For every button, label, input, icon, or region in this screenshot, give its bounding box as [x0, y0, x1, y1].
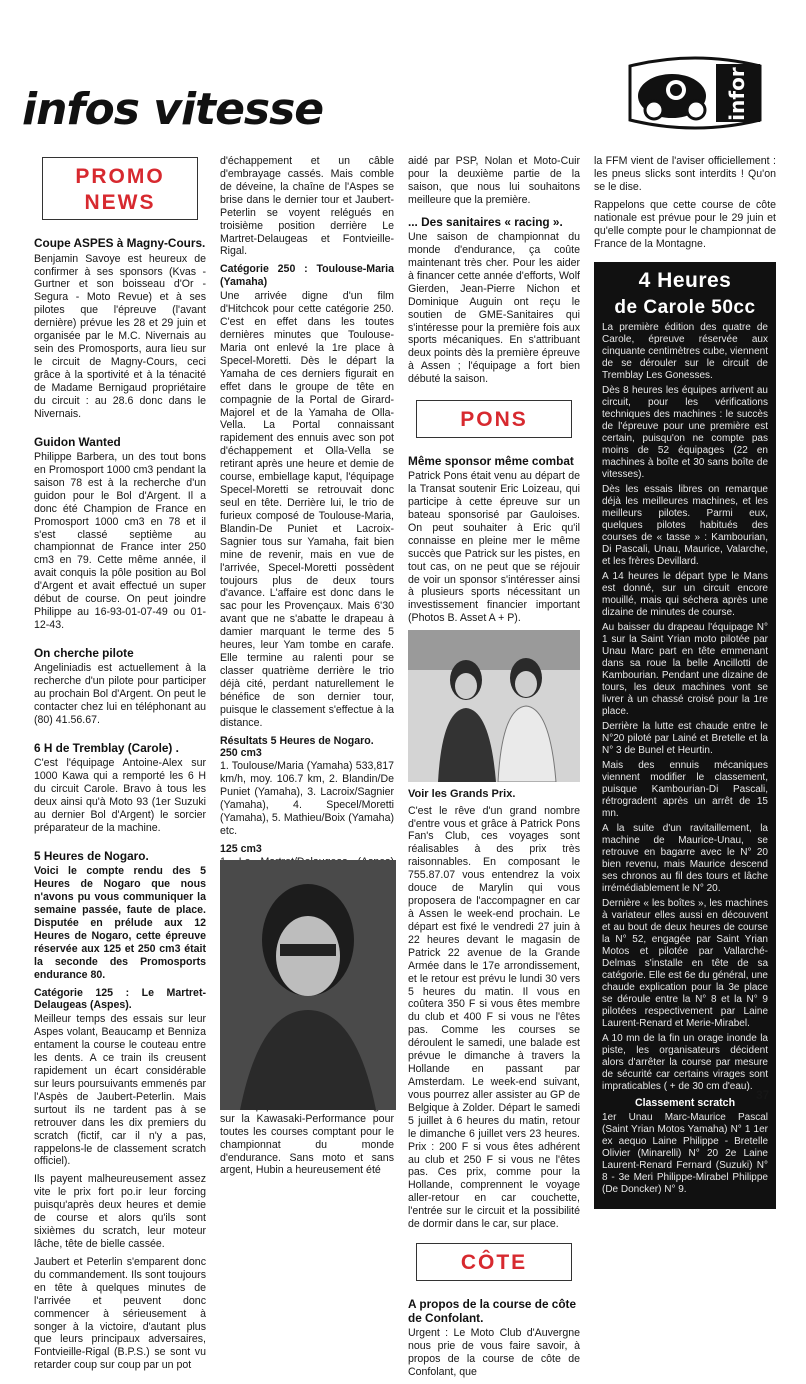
category-heading: Catégorie 250 : Toulouse-Maria (Yamaha) [220, 263, 394, 289]
article-text: Jaubert et Peterlin s'emparent donc du commandement. Ils sont toujours en tête à quelques minutes de l'arrivée et peuvent donc commencer à sérieusement à songer à la victoire, d'autant plus que leurs principaux adversaires, Fontvieille-Rigal (B.P.S.) se sont vu retarder coup sur coup par un pot [34, 1255, 206, 1372]
box-paragraph: Dès 8 heures les équipes arrivent au circuit, pour les vérifications techniques des machines : le succès de l'épreuve pour une première est certain, puisqu'on ne compte pas moins de 52 équipages (22 en machines à boîte et 30 sans boîte de vitesses). [602, 385, 768, 481]
box-paragraph: A la suite d'un ravitaillement, la machine de Maurice-Unau, se retrouve en bagarre avec le N° 20 bien revenu, mais Maurice descend ses chronos au fil des tours et lâche irrémédiablement le N° 20. [602, 823, 768, 895]
logo-text: infor [725, 67, 749, 121]
section-heading-cote: CÔTE [416, 1243, 572, 1281]
box-paragraph: Dès les essais libres on remarque déjà les meilleures machines, et les meilleurs pilotes. Parmi eux, quelques pilotes habitués des courses de « tasse » : Kambourian, Di Pascali, Unau, Maurice, Valarche, et les frères Devillard. [602, 484, 768, 568]
infor-logo [620, 56, 770, 130]
article-title: Coupe ASPES à Magny-Cours. [34, 236, 206, 251]
results-title: Résultats 5 Heures de Nogaro. [220, 734, 374, 747]
article-text: C'est l'équipage Antoine-Alex sur 1000 Kawa qui a remporté les 6 H du circuit Carole. Bravo à tous les deux ainsi qu'à Moto 93 (1er Suzuki au dernier Bol d'Argent) le sorcier préparateur de la machine. [34, 757, 206, 834]
box-paragraph: Au baisser du drapeau l'équipage N° 1 sur la Saint Yrian moto pilotée par Unau Marc part en tête emmenant dans sa roue la belle Ancillotti de Kambourian. Pendant une dizaine de tours, les deux machines vont se livrer à un chassé croisé pour la 1re place. [602, 622, 768, 718]
article-text: Philippe Barbera, un des tout bons en Promosport 1000 cm3 pendant la saison 78 est à la recherche d'un guidon pour le Bol d'Argent. Il a donc été Champion de France en Promosport 1000 cm3 en 78 et il s'est classé septième au championnat de France inter 250 cm3 en 79. Cette même année, il avait conquis la pôle position au Bol d'Argent et avait effectué un super début de course. On peut joindre Philippe au 16-93-01-07-49 ou 01-12-43. [34, 450, 206, 631]
article-title: ... Des sanitaires « racing ». [408, 214, 563, 229]
article-text: Angeliniadis est actuellement à la recherche d'un pilote pour participer au prochain Bol d'Argent. On peut le contacter chez lui en téléphonant au (80) 41.56.67. [34, 662, 206, 726]
page-number: 37 [756, 1088, 770, 1102]
box-paragraph: A 14 heures le départ type le Mans est donné, sur un circuit encore mouillé, mais qui séchera après une dizaine de minutes de course. [602, 571, 768, 619]
article-text: Une arrivée digne d'un film d'Hitchcok pour cette catégorie 250. C'est en effet dans les toutes dernières minutes que Toulouse-Maria ont enlevé la 1re place à Specel-Moretti. Dès le départ la Yamaha de ces derniers figurait en effet dans le groupe de tête en compagnie de la Portal de Girard-Majorel et de la Yamaha de Olla-Vella. La Portal connaissant rapidement des ennuis avec son pot d'échappement et Olla-Vella se retirant après une heure et demie de course, embiellage kaput, l'équipage Specel-Moretti se retrouvait donc seul en tête. Derrière lui, le trio de furieux composé de Toulouse-Maria, Blandin-De Puniet et Lacroix-Sagnier tous sur Yamaha, fait bien mine de revenir, mais en vue de l'arrivée, Specel-Moretti possèdent toujours plus de deux tours d'avance. L'affaire est donc dans le sac pour les Provençaux. Mais 6'30 avant que ne s'abatte le drapeau à damier marquant le terme des 5 heures, leur Yam tombe en carafe. Elle termine au ralenti pour se classer quatrième derrière le trio déjà cité, perdant naturellement le bénéfice de son dernier tour, puisque le classement s'effectue à la distance. [220, 290, 394, 729]
column-3 [408, 155, 580, 1384]
motorcycle-rider-logo-icon [620, 56, 770, 130]
category-heading: Catégorie 125 : Le Martret-Delaugeas (Aspes). [34, 986, 206, 1012]
article-text: Urgent : Le Moto Club d'Auvergne nous prie de vous faire savoir, à propos de la course de côte de Confolant, que [408, 1327, 580, 1379]
photo-caption: Voir les Grands Prix. [408, 788, 516, 801]
masthead [14, 60, 574, 170]
portrait-photo-icon [220, 860, 396, 1110]
section-title: infos vitesse [22, 84, 324, 135]
article-title: 5 Heures de Nogaro. [34, 848, 149, 863]
section-heading-promo-news: PROMO NEWS [42, 157, 198, 220]
box-paragraph: A 10 mn de la fin un orage inonde la piste, les organisateurs décident alors d'arrêter la course par mesure de sécurité car certains virages sont impraticables ( + de 30 cm d'eau). [602, 1033, 768, 1093]
article-title: A propos de la course de côte de Confolant. [408, 1296, 577, 1326]
article-text: C'est le rêve d'un grand nombre d'entre vous et grâce à Patrick Pons Fan's Club, ces voyages sont réalisables à des prix très raisonnables. En composant le 755.87.07 vous entendrez la voix douce de Marylin qui vous proposera de l'accompagner en car à Assen le week-end prochain. Le départ est fixé le vendredi 27 juin à 22 heures devant le magasin de Patrick 22 avenue de la Grande Armée dans le 17e arrondissement, et le retour est prévu le lundi 30 vers 5 heures du matin. Il vous en coûtera 350 F si vous êtes membre du club et 400 F si vous ne l'êtes pas. Comme les courses se déroulent le samedi, une balade est prévue le dimanche à travers la Hollande en passant par Amsterdam. Le week-end suivant, vous pourrez aller assister au GP de Belgique à Zolder. Départ le samedi 5 juillet à 6 heures du matin, retour le dimanche 6 juillet vers 23 heures. Prix : 200 F si vous êtes adhérent au club et 250 F si vous ne l'êtes pas. Ces prix, comme pour la Hollande, comprennent le voyage aller-retour en car couchette, l'entrée sur le circuit et la possibilité de dormir dans le car, sur place. [408, 804, 580, 1231]
article-text: Rappelons que cette course de côte nationale est prévue pour le 29 juin et qu'elle compte pour le championnat de France de la Montagne. [594, 198, 776, 250]
box-paragraph: Derrière la lutte est chaude entre le N°20 piloté par Lainé et Bretelle et la N° 3 de Bunel et Heurtin. [602, 721, 768, 757]
results-class-125: 125 cm3 [220, 842, 262, 855]
article-title: Guidon Wanted [34, 434, 121, 449]
article-text: Patrick Pons était venu au départ de la Transat soutenir Eric Loizeau, qui participe à cette épreuve sur un bateau sponsorisé par Gauloises. On peut souhaiter à Eric qu'il connaisse en pleine mer le même succès que Patrick sur les pistes, en tout cas, on ne peut que se réjouir de voir un sponsor s'intéresser ainsi à plusieurs sports nécessitant un investissement financier important (Photos B. Asset A + P). [408, 470, 580, 625]
column-1 [34, 155, 206, 1377]
box-title-line-1: 4 Heures [638, 269, 732, 293]
article-title: 6 H de Tremblay (Carole) . [34, 740, 179, 755]
article-text: aidé par PSP, Nolan et Moto-Cuir pour la deuxième partie de la saison, que nous lui souhaitons meilleure que la première. [408, 155, 580, 206]
box-paragraph: Mais des ennuis mécaniques viennent modifier le classement, puisque Kambourian-Di Pascali, rétrogradent après un arrêt de 15 mn. [602, 760, 768, 820]
article-title: Même sponsor même combat [408, 453, 574, 468]
box-title-line-2: de Carole 50cc [614, 296, 756, 318]
results-text: 1. Toulouse/Maria (Yamaha) 533,817 km/h, moy. 106.7 km, 2. Blandin/De Puniet (Yamaha), 3. Lacroix/Sagnier (Yamaha), 4. Specel/Moretti (Yamaha), 5. Mathieu/Boix (Yamaha) etc. [220, 760, 394, 838]
photo-hubin [220, 860, 396, 1110]
box-paragraph: Dernière « les boîtes », les machines à variateur elles aussi en découvent et au bout de deux heures de course la N° 52, engagée par Saint Yrian Motos et pilotée par Vallarché-Delmas s'installe en tête de sa catégorie. Elle est 6e du général, une chaude explication pour la 3e place se déroule entre la N° 8 et la N° 9 pilotées respectivement par Laine Laurent-Renard et Merie-Mirabel. [602, 898, 768, 1030]
article-title: On cherche pilote [34, 645, 134, 660]
boxed-article-carole [594, 262, 776, 1209]
article-text: Benjamin Savoye est heureux de confirmer à ses sponsors (Kvas - Gurtner et son boisseau d'Or - Segura - Moto Revue) et à ses pilotes que l'épreuve (l'avant dernière) prévue les 28 et 29 juin et organisée par le M.C. Nivernais au sein des Promosports, aura lieu sur le circuit de Magny-Cours, ceci grâce à la sportivité et à la ténacité de Madame Bernigaud propriétaire du circuit : au 28.6 donc dans le Nivernais. [34, 252, 206, 420]
article-text: Meilleur temps des essais sur leur Aspes volant, Beaucamp et Benniza entament la course le couteau entre les dents. A ce train ils creusent rapidement un écart considérable sur leurs poursuivants emmenés par l'Aspès de Jaubert-Peterlin. Mais surtout ils ne tardent pas à se retrouver dans les dix premiers du scratch (fictif, car il n'y a pas, rappelons-le de classement scratch officiel). [34, 1013, 206, 1168]
two-men-photo-icon [408, 630, 580, 782]
photo-pons [408, 630, 580, 782]
results-class-250: 250 cm3 [220, 747, 262, 760]
article-text: sur la Kawasaki-Performance pour toutes les courses comptant pour le championnat du monde d'endurance. Sans moto et sans argent, Hubin a heureusement été [220, 1112, 394, 1177]
article-text: la FFM vient de l'aviser officiellement : les pneus slicks sont interdits ! Qu'on se le dise. [594, 155, 776, 193]
article-text: Une saison de championnat du monde d'endurance, ça coûte maintenant très cher. Pour les aider à financer cette année d'efforts, Wolf Gierden, Jean-Pierre Nichon et Dominique Auguin ont reçu le soutien de GME-Sanitaires qui s'intéresse pour la première fois aux sports mécaniques. En s'attribuant deux points dès la première épreuve à Assen ; l'équipage a fort bien débuté la saison. [408, 231, 580, 386]
box-paragraph: La première édition des quatre de Carole, épreuve réservée aux cinquante centimètres cube, viennent de se dérouler sur le circuit de Tremblay Les Gonesses. [602, 322, 768, 382]
article-lead: Voici le compte rendu des 5 Heures de Nogaro que nous n'avons pu vous communiquer la semaine passée, faute de place. Disputée en prélude aux 12 Heures de Nogaro, cette épreuve réservée aux 125 et 250 cm3 était la seconde des Promosports endurance 80. [34, 865, 206, 981]
article-text: d'échappement et un câble d'embrayage cassés. Mais comble de déveine, la chaîne de l'Aspes se brise dans le dernier tour et Jaubert-Peterlin se voyent relégués en troisième position derrière Le Martret-Delaugeas et Fontvieille-Rigal. [220, 155, 394, 258]
section-heading-pons: PONS [416, 400, 572, 438]
classement-heading: Classement scratch [634, 1097, 736, 1110]
classement-text: 1er Unau Marc-Maurice Pascal (Saint Yrian Motos Yamaha) N° 1 1er ex aequo Laine Philippe - Bretelle Olivier (Minarelli) N° 20 2e Laine Laurent-Renard Fernard (Suzuki) N° 8 - 3e Meri Philippe-Mirabel Philippe (De Doncker) N° 9. [602, 1112, 768, 1196]
column-4 [594, 155, 776, 1209]
article-text: Ils payent malheureusement assez vite le prix fort po.ir leur forcing puisqu'après deux heures et demie de course et alors qu'ils sont sixièmes du scratch, leur moteur lâche, tête de bielle cassée. [34, 1173, 206, 1251]
